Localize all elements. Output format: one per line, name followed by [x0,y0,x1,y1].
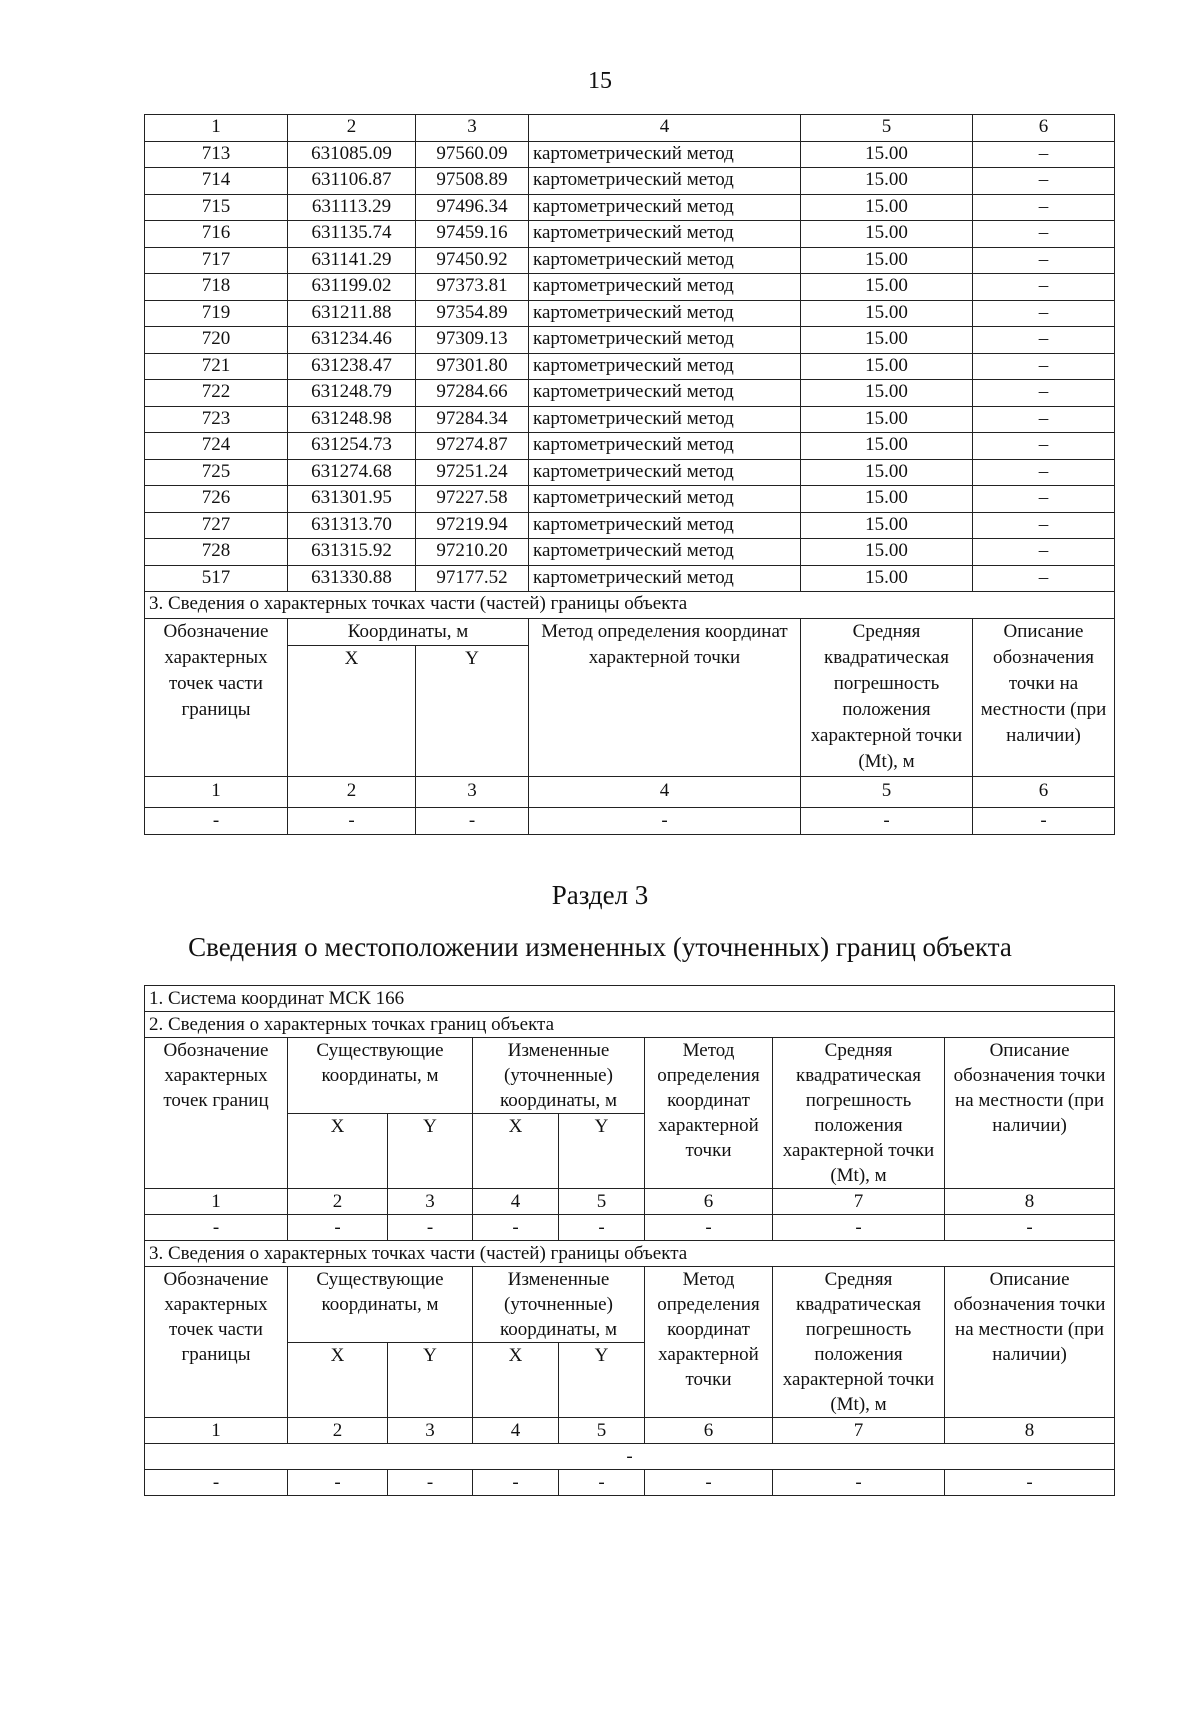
accuracy-cell: 15.00 [801,353,973,380]
merged-dash-row [145,1444,1115,1470]
table-row [145,565,1115,592]
coord-x-cell: 631113.29 [288,194,416,221]
method-cell: картометрический метод [529,194,801,221]
col-num: 5 [559,1418,645,1444]
coord-y-cell: 97560.09 [416,141,529,168]
header-changed-coords: Измененные (уточненные) координаты, м [473,1038,645,1114]
point-number-cell: 722 [145,380,288,407]
coord-y-cell: 97309.13 [416,327,529,354]
accuracy-cell: 15.00 [801,168,973,195]
description-cell: – [973,274,1115,301]
table-row [145,168,1115,195]
col-num: 6 [973,115,1115,142]
description-cell: – [973,141,1115,168]
description-cell: – [973,300,1115,327]
point-number-cell: 716 [145,221,288,248]
empty-cell: - [145,1215,288,1241]
col-num: 1 [145,115,288,142]
method-cell: картометрический метод [529,380,801,407]
part3-title: 3. Сведения о характерных точках части (частей) границы объекта [145,1241,1115,1267]
col-num: 6 [645,1189,773,1215]
method-cell: картометрический метод [529,459,801,486]
accuracy-cell: 15.00 [801,433,973,460]
point-number-cell: 726 [145,486,288,513]
accuracy-cell: 15.00 [801,459,973,486]
method-cell: картометрический метод [529,300,801,327]
point-number-cell: 713 [145,141,288,168]
method-cell: картометрический метод [529,353,801,380]
point-number-cell: 728 [145,539,288,566]
col-num: 1 [145,776,288,807]
accuracy-cell: 15.00 [801,194,973,221]
accuracy-cell: 15.00 [801,486,973,513]
point-number-cell: 715 [145,194,288,221]
description-cell: – [973,406,1115,433]
empty-cell: - [945,1215,1115,1241]
col-num: 4 [529,776,801,807]
accuracy-cell: 15.00 [801,406,973,433]
description-cell: – [973,565,1115,592]
table-row [145,459,1115,486]
description-cell: – [973,221,1115,248]
description-cell: – [973,380,1115,407]
method-cell: картометрический метод [529,168,801,195]
method-cell: картометрический метод [529,512,801,539]
table-row [145,433,1115,460]
header-existing-coords: Существующие координаты, м [288,1267,473,1343]
coord-y-cell: 97219.94 [416,512,529,539]
accuracy-cell: 15.00 [801,512,973,539]
empty-row [145,807,1115,834]
header-accuracy: Средняя квадратическая погрешность положения характерной точки (Mt), м [773,1038,945,1189]
changed-boundaries-table [144,985,1115,1496]
column-number-row [145,115,1115,142]
table-row [145,406,1115,433]
empty-cell: - [145,807,288,834]
method-cell: картометрический метод [529,565,801,592]
header-point-designation: Обозначение характерных точек части границы [145,618,288,776]
header-x: X [473,1343,559,1418]
header-description: Описание обозначения точки на местности (при наличии) [945,1267,1115,1418]
col-num: 8 [945,1418,1115,1444]
header-coordinates: Координаты, м [288,618,529,645]
empty-cell: - [945,1470,1115,1496]
description-cell: – [973,486,1115,513]
coord-y-cell: 97284.34 [416,406,529,433]
coord-y-cell: 97354.89 [416,300,529,327]
table-row [145,247,1115,274]
col-num: 1 [145,1418,288,1444]
header-method: Метод определения координат характерной точки [529,618,801,776]
header-method: Метод определения координат характерной точки [645,1038,773,1189]
header-row [145,1038,1115,1114]
coord-y-cell: 97227.58 [416,486,529,513]
coord-x-cell: 631313.70 [288,512,416,539]
description-cell: – [973,512,1115,539]
coord-y-cell: 97373.81 [416,274,529,301]
accuracy-cell: 15.00 [801,380,973,407]
accuracy-cell: 15.00 [801,327,973,354]
header-y: Y [559,1114,645,1189]
table-row [145,221,1115,248]
empty-cell: - [288,807,416,834]
empty-cell: - [416,807,529,834]
point-number-cell: 720 [145,327,288,354]
point-number-cell: 718 [145,274,288,301]
coord-x-cell: 631274.68 [288,459,416,486]
accuracy-cell: 15.00 [801,539,973,566]
empty-cell: - [288,1215,388,1241]
col-num: 3 [388,1418,473,1444]
empty-cell: - [529,807,801,834]
coord-x-cell: 631135.74 [288,221,416,248]
coord-system-row [145,986,1115,1012]
accuracy-cell: 15.00 [801,247,973,274]
col-num: 5 [801,115,973,142]
coord-x-cell: 631248.79 [288,380,416,407]
coord-x-cell: 631106.87 [288,168,416,195]
header-method: Метод определения координат характерной точки [645,1267,773,1418]
coord-x-cell: 631301.95 [288,486,416,513]
table-row [145,512,1115,539]
table-row [145,274,1115,301]
coord-y-cell: 97284.66 [416,380,529,407]
point-number-cell: 717 [145,247,288,274]
description-cell: – [973,353,1115,380]
col-num: 4 [473,1189,559,1215]
col-num: 6 [973,776,1115,807]
coord-x-cell: 631254.73 [288,433,416,460]
empty-row [145,1215,1115,1241]
coord-x-cell: 631141.29 [288,247,416,274]
method-cell: картометрический метод [529,539,801,566]
empty-cell: - [559,1470,645,1496]
col-num: 3 [388,1189,473,1215]
point-number-cell: 724 [145,433,288,460]
header-y: Y [388,1343,473,1418]
section3-title-row [145,592,1115,619]
method-cell: картометрический метод [529,274,801,301]
accuracy-cell: 15.00 [801,300,973,327]
method-cell: картометрический метод [529,406,801,433]
coord-y-cell: 97251.24 [416,459,529,486]
column-number-row [145,1189,1115,1215]
description-cell: – [973,168,1115,195]
description-cell: – [973,539,1115,566]
col-num: 8 [945,1189,1115,1215]
header-point-designation: Обозначение характерных точек части границы [145,1267,288,1418]
accuracy-cell: 15.00 [801,565,973,592]
empty-cell: - [773,1470,945,1496]
coord-y-cell: 97301.80 [416,353,529,380]
page-number: 15 [588,68,612,94]
coord-x-cell: 631199.02 [288,274,416,301]
empty-cell: - [388,1215,473,1241]
header-existing-coords: Существующие координаты, м [288,1038,473,1114]
point-number-cell: 719 [145,300,288,327]
table-row [145,539,1115,566]
coord-x-cell: 631330.88 [288,565,416,592]
table-row [145,300,1115,327]
col-num: 2 [288,1418,388,1444]
coord-x-cell: 631315.92 [288,539,416,566]
description-cell: – [973,459,1115,486]
header-x: X [288,1114,388,1189]
coord-x-cell: 631238.47 [288,353,416,380]
empty-row [145,1470,1115,1496]
empty-cell: - [645,1470,773,1496]
header-y: Y [388,1114,473,1189]
col-num: 5 [559,1189,645,1215]
point-number-cell: 723 [145,406,288,433]
part2-title-row [145,1012,1115,1038]
table-row [145,486,1115,513]
accuracy-cell: 15.00 [801,274,973,301]
method-cell: картометрический метод [529,221,801,248]
empty-cell: - [288,1470,388,1496]
coord-y-cell: 97450.92 [416,247,529,274]
header-description: Описание обозначения точки на местности (при наличии) [973,618,1115,776]
merged-dash-cell: - [145,1444,1115,1470]
coord-system: 1. Система координат МСК 166 [145,986,1115,1012]
col-num: 6 [645,1418,773,1444]
coord-x-cell: 631248.98 [288,406,416,433]
col-num: 5 [801,776,973,807]
empty-cell: - [388,1470,473,1496]
empty-cell: - [801,807,973,834]
empty-cell: - [645,1215,773,1241]
table-row [145,353,1115,380]
table-row [145,141,1115,168]
table-row [145,327,1115,354]
coord-y-cell: 97274.87 [416,433,529,460]
header-x: X [288,645,416,776]
col-num: 3 [416,776,529,807]
col-num: 4 [473,1418,559,1444]
header-y: Y [416,645,529,776]
point-number-cell: 725 [145,459,288,486]
point-number-cell: 721 [145,353,288,380]
section-heading: Раздел 3 [551,880,649,910]
coord-y-cell: 97210.20 [416,539,529,566]
header-x: X [473,1114,559,1189]
point-number-cell: 714 [145,168,288,195]
col-num: 1 [145,1189,288,1215]
method-cell: картометрический метод [529,141,801,168]
col-num: 4 [529,115,801,142]
description-cell: – [973,247,1115,274]
header-point-designation: Обозначение характерных точек границ [145,1038,288,1189]
header-accuracy: Средняя квадратическая погрешность положения характерной точки (Mt), м [801,618,973,776]
point-number-cell: 727 [145,512,288,539]
coord-x-cell: 631211.88 [288,300,416,327]
coord-y-cell: 97459.16 [416,221,529,248]
empty-cell: - [559,1215,645,1241]
col-num: 7 [773,1418,945,1444]
empty-cell: - [473,1470,559,1496]
coord-y-cell: 97496.34 [416,194,529,221]
coord-y-cell: 97177.52 [416,565,529,592]
method-cell: картометрический метод [529,486,801,513]
description-cell: – [973,194,1115,221]
header-row [145,618,1115,645]
header-changed-coords: Измененные (уточненные) координаты, м [473,1267,645,1343]
boundary-points-table [144,114,1115,835]
header-x: X [288,1343,388,1418]
method-cell: картометрический метод [529,247,801,274]
method-cell: картометрический метод [529,327,801,354]
header-y: Y [559,1343,645,1418]
col-num: 2 [288,115,416,142]
table-row [145,380,1115,407]
accuracy-cell: 15.00 [801,221,973,248]
table-row [145,194,1115,221]
part3-title-row [145,1241,1115,1267]
accuracy-cell: 15.00 [801,141,973,168]
column-number-row [145,1418,1115,1444]
empty-cell: - [973,807,1115,834]
col-num: 2 [288,776,416,807]
coord-y-cell: 97508.89 [416,168,529,195]
col-num: 2 [288,1189,388,1215]
header-description: Описание обозначения точки на местности (при наличии) [945,1038,1115,1189]
header-accuracy: Средняя квадратическая погрешность положения характерной точки (Mt), м [773,1267,945,1418]
column-number-row [145,776,1115,807]
description-cell: – [973,327,1115,354]
point-number-cell: 517 [145,565,288,592]
header-row [145,1267,1115,1343]
section3-title: 3. Сведения о характерных точках части (частей) границы объекта [145,592,1115,619]
empty-cell: - [773,1215,945,1241]
col-num: 7 [773,1189,945,1215]
coord-x-cell: 631085.09 [288,141,416,168]
part2-title: 2. Сведения о характерных точках границ объекта [145,1012,1115,1038]
description-cell: – [973,433,1115,460]
section-subtitle: Сведения о местоположении измененных (уточненных) границ объекта [188,932,1012,962]
empty-cell: - [473,1215,559,1241]
method-cell: картометрический метод [529,433,801,460]
empty-cell: - [145,1470,288,1496]
col-num: 3 [416,115,529,142]
coord-x-cell: 631234.46 [288,327,416,354]
